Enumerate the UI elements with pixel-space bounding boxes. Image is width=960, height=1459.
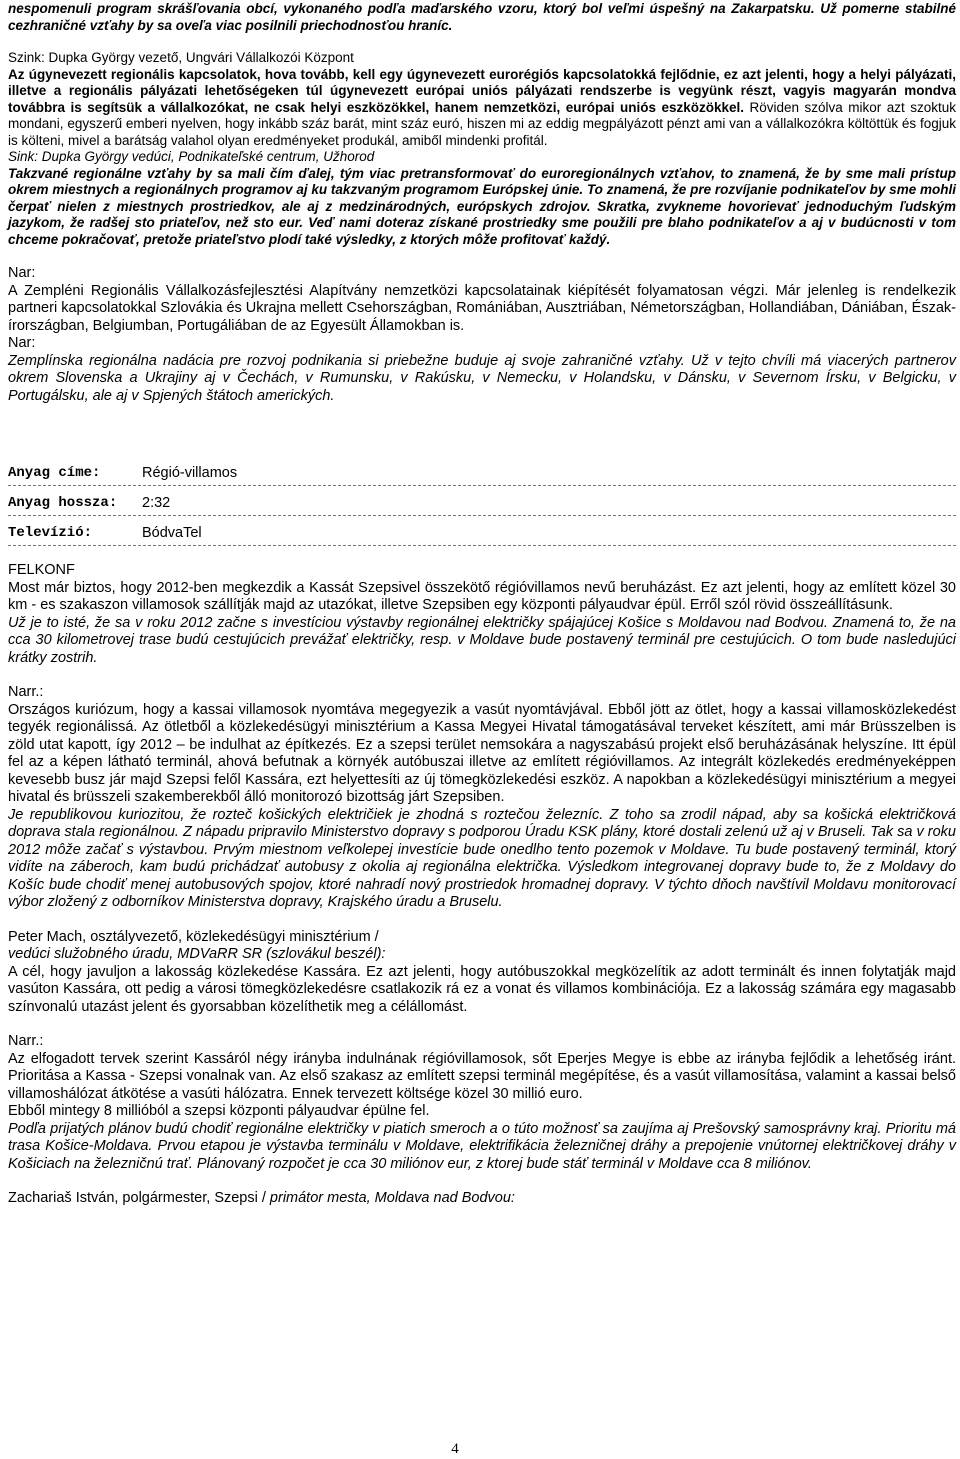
narrator-label: Narr.: [8,684,44,700]
narration-hu: A Zempléni Regionális Vállalkozásfejlesztési Alapítvány nemzetközi kapcsolatainak kiépítését folyamatosan végzi. Már jelenleg is rendelkezik partneri kapcsolatokkal Szlovákia és Ukrajna mellett Csehországban, Romániában, Ausztriában, Németországban, Hollandiában, Dániában, Észak-írországban, Belgiumban, Portugáliában de az Egyesült Államokban is. [8,282,956,334]
speaker-caption-sk: primátor mesta, Moldava nad Bodvou: [269,1190,515,1206]
narration-hu-b: Ebből mintegy 8 millióból a szepsi központi pályaudvar épülne fel. [8,1103,430,1119]
speaker-quote: A cél, hogy javuljon a lakosság közlekedése Kassára. Ez azt jelenti, hogy autóbuszokkal megközelítik az adott terminált és innen folytatják majd vasúton Kassára, ott pedig a városi tömegközlekedésre csatlakozik rá ez a vonat és villamos kombinációja. Ez a lakosság számára egy magasabb színvonalú utazást jelent és gyorsabban közelíthetik meg a célállomást. [8,963,956,1015]
felkonf-hu: Most már biztos, hogy 2012-ben megkezdik a Kassát Szepsivel összekötő régióvillamos nevű beruházást. Ez azt jelenti, hogy az említett közel 30 km - es szakaszon villamosok szállítják majd az utazókat, illetve Szepsiben egy központi pályaudvar épül. Erről szól rövid összeállításunk. [8,579,956,613]
speaker-quote-sk: Takzvané regionálne vzťahy by sa mali čím ďalej, tým viac pretransformovať do euroregionálnych vzťahov, to znamená, že by sme mali prístup okrem miestnych a regionálnych programov aj ku takzvaným programom Európskej únie. To znamená, že pre rozvíjanie podnikateľov by sme mohli čerpať nielen z miestnych prostriedkov, ale aj z medzinárodných, európskych zdrojov. Skratka, zvykneme hovorievať jednoduchým ľudským jazykom, že radšej sto priateľov, než sto eur. Veď nami doteraz získané prostriedky sme použili pre blaho podnikateľov a aj v budúcnosti v tom chceme pokračovať, pretože priateľstvo plodí také výsledky, z ktorých môže profitovať každý. [8,165,956,247]
meta-title-label: Anyag címe: [8,465,101,481]
speaker-caption-sk: Sink: Dupka György vedúci, Podnikateľské centrum, Užhorod [8,149,375,164]
meta-title-value: Régió-villamos [142,465,238,481]
speaker-caption-sk: vedúci služobného úradu, MDVaRR SR (szlovákul beszél): [8,946,386,962]
meta-length-value: 2:32 [142,495,171,511]
speaker-quote-hu [8,67,956,150]
felkonf-label: FELKONF [8,562,75,578]
narrator-label: Narr.: [8,1033,44,1049]
narration-sk: Podľa prijatých plánov budú chodiť regionálne električky v piatich smeroch a o túto možnosť sa zaujíma aj Prešovský samosprávny kraj. Prioritu má trasa Košice-Moldava. Prvou etapou je výstavba terminálu v Moldave, elektrifikácia železničnej dráhy a prepojenie vnútornej električkovej dráhy v Košiciach na železničnú trať. Plánovaný rozpočet je cca 30 miliónov eur, z ktorej bude stáť terminál v Moldave cca 8 miliónov. [8,1120,956,1172]
page-number: 4 [451,1441,459,1457]
speaker-caption-hu: Zachariaš István, polgármester, Szepsi / [8,1190,270,1206]
speaker-caption-hu: Peter Mach, osztályvezető, közlekedésügyi minisztérium / [8,928,379,945]
speaker-caption [8,1190,956,1208]
meta-tv-label: Televízió: [8,525,93,541]
speaker-caption-hu: Szink: Dupka György vezető, Ungvári Vállalkozói Központ [8,50,354,65]
section-regional-relations [8,1,956,248]
meta-title-row [8,456,956,486]
section-regio-tram [8,562,956,1208]
section-narration-1 [8,265,956,405]
meta-length-label: Anyag hossza: [8,495,118,511]
meta-length-row [8,486,956,516]
narrator-label: Nar: [8,335,36,351]
material-meta [8,456,956,546]
speaker-quote-hu-part2: Röviden szólva mikor azt szoktuk mondani, egyszerű emberi nyelven, hogy inkább száz barát, mint száz euró, hiszen mi az eddig megpályázott pénzt ami van a vállalkozókra költöttük és fogjuk is költeni, mivel a barátság valahol olyan eredményeket produkál, amiből mindenki profitál. [8,99,956,148]
felkonf-sk: Už je to isté, že sa v roku 2012 začne s investíciou výstavby regionálnej električky spájajúcej Košice s Moldavou nad Bodvou. Znamená to, že na cca 30 kilometrovej trase budú cestujúcich prevážať električky, resp. v Moldave bude postavený terminál pre cestujúcich. O tom bude nasledujúci krátky zostrih. [8,614,956,666]
intro-paragraph: nespomenuli program skrášľovania obcí, vykonaného podľa maďarského vzoru, ktorý bol veľmi úspešný na Zakarpatsku. Už pomerne stabilné cezhraničné vzťahy by sa oveľa viac posilnili priechodnosťou hraníc. [8,1,956,33]
narration-sk: Je republikovou kuriozitou, že rozteč košických električiek je zhodná s roztečou železníc. Z toho sa zrodil nápad, aby sa košická električková doprava stala regionálnou. Z nápadu pripravilo Ministerstvo dopravy s podporou Úradu KSK plány, ktoré dostali zelenú už aj v Bruseli. Tak sa v roku 2012 môže začať s výstavbou. Prvým miestnom veľkolepej investície bude onedlho tento pozemok v Moldave. Tu bude postavený terminál, ktorý vidíte na záberoch, kam budú prichádzať autobusy z okolia aj regionálna električka. Výsledkom integrovanej dopravy bude to, že z Moldavy do Košíc bude chodiť menej autobusových spojov, ktoré nahradí nový prostriedok hromadnej dopravy. V týchto dňoch navštívil Moldavu monitorovací výbor zložený z odborníkov Ministerstva dopravy, Krajského úradu a Bruselu. [8,806,956,910]
meta-tv-row [8,516,956,546]
speaker-quote-hu-part1: Az úgynevezett regionális kapcsolatok, hova tovább, kell egy úgynevezett eurorégiós kapcsolatokká fejlődnie, ez azt jelenti, hogy a helyi pályázati, illetve a regionális pályázati lehetőségeken túl úgynevezett európai uniós pályázati rendszerbe is vegyünk részt, vagyis magyarán mondva továbbra is segítsük a vállalkozókat, ne csak helyi eszközökkel, hanem nemzetközi, európai uniós eszközökkel. [8,66,956,115]
narration-hu: Az elfogadott tervek szerint Kassáról négy irányba indulnának régióvillamosok, sőt Eperjes Megye is ebbe az irányba fejlődik a lehetőség iránt. Prioritása a Kassa - Szepsi vonalnak van. Az első szakasz az említett szepsi terminál megépítése, és a vasút villamosítása, valamint a kassai belső villamoshálózat átkötése a vasúti hálózatra. Ennek tervezett költsége közel 30 millió euro. [8,1050,956,1102]
document-page [8,0,956,1208]
narration-sk: Zemplínska regionálna nadácia pre rozvoj podnikania si priebežne buduje aj svoje zahraničné vzťahy. Už v tejto chvíli má viacerých partnerov okrem Slovenska a Ukrajiny aj v Čechách, v Rumunsku, v Rakúsku, v Nemecku, v Holandsku, v Dánsku, v Severnom Írsku, v Belgicku, v Portugálsku, ale aj v Spjených štátoch amerických. [8,352,956,404]
meta-tv-value: BódvaTel [142,525,202,541]
narrator-label: Nar: [8,265,36,281]
narration-hu: Országos kuriózum, hogy a kassai villamosok nyomtáva megegyezik a vasút nyomtávjával. Ebből jött az ötlet, hogy a kassai villamosközlekedést tegyék regionálissá. Az ötletből a közlekedésügyi minisztérium a Kassa Megyei Hivatal támogatásával terveket készített, ami már Brüsszelben is zöld utat kapott, így 2012 – be indulhat az építkezés. Ez a szepsi terület nemsokára a nagyszabású projekt első beruházásának helyszíne. Itt épül fel az a képen látható terminál, ahová befutnak a környék autóbuszai illetve az említett régióvillamos. Az integrált közlekedés eredményeképpen kevesebb busz jár majd Szepsi felől Kassára, ezt helyettesíti az új tömegközlekedési eszköz. A napokban a közlekedésügyi minisztérium a megyei hivatal és brüsszeli szakemberekből álló monitorozó bizottság járt Szepsiben. [8,701,956,805]
